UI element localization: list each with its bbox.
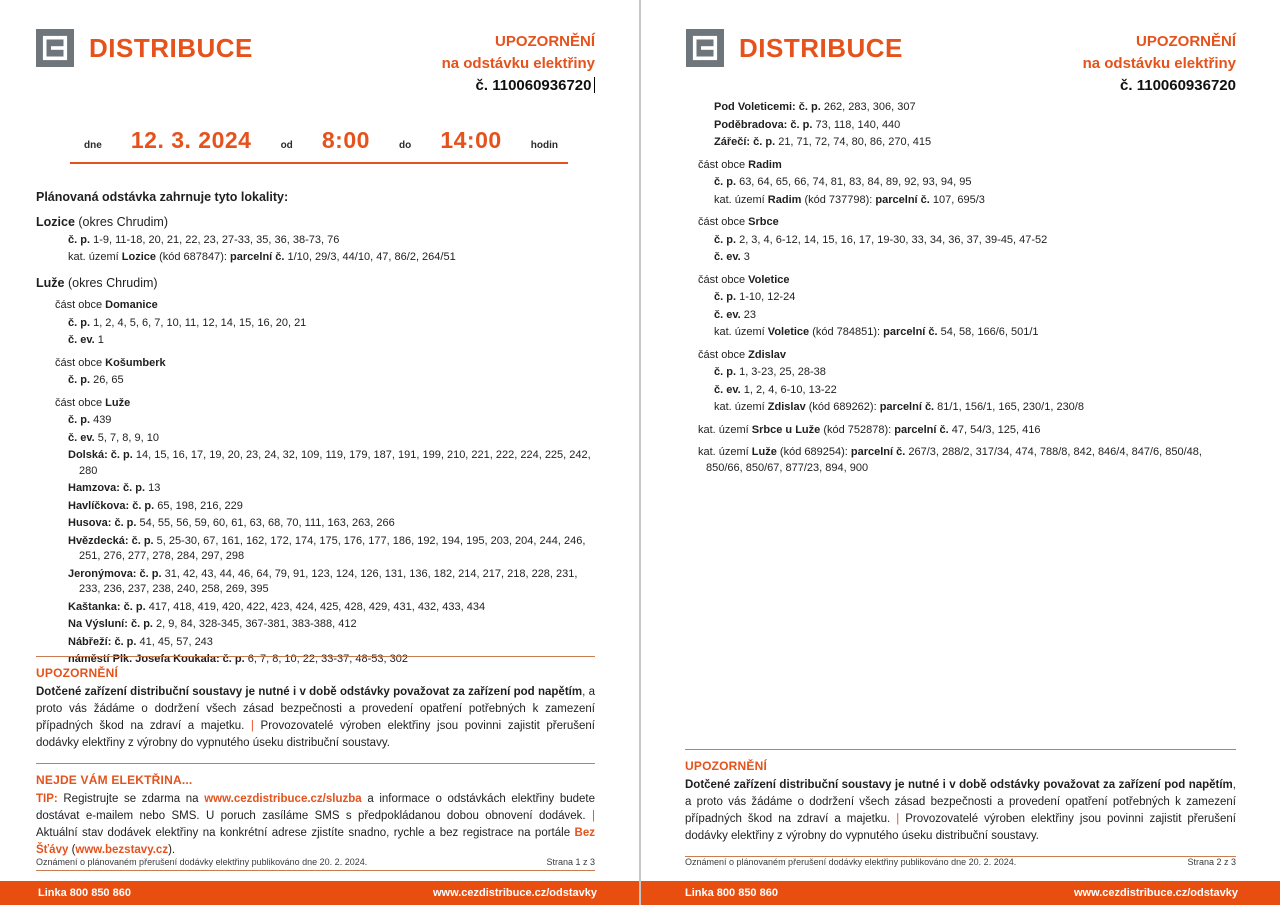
text-segment: 31, 42, 43, 44, 46, 64, 79, 91, 123, 124, 126, 131, 136, 182, 214, 217, 218, 228, 231, 233, 236, 237, 238, 240, 258, 269, 395 <box>79 567 578 595</box>
date-label-dne: dne <box>84 140 102 151</box>
contact-phone: Linka 800 850 860 <box>38 887 131 899</box>
locality-line <box>36 276 593 292</box>
text-segment: ( <box>68 844 76 856</box>
text-segment: část obce <box>698 158 749 171</box>
text-segment: Hamzova: č. p. <box>68 482 146 494</box>
text-segment: Domanice <box>105 299 158 311</box>
locality-line <box>68 481 593 497</box>
section-divider <box>36 870 595 871</box>
text-segment: č. ev. <box>714 383 741 396</box>
date-label-do: do <box>399 140 412 151</box>
locality-line <box>68 250 593 266</box>
locality-line <box>698 423 1234 439</box>
text-segment: Zdislav <box>767 401 806 413</box>
text-segment: , a proto vás žádáme o dodržení všech zásad bezpečnosti a provedení opatření potřebných k zamezení případných škod na zdraví a majetku. <box>36 686 595 732</box>
text-segment: 81/1, 156/1, 165, 230/1, 230/8 <box>934 401 1084 413</box>
locality-line <box>36 215 593 231</box>
text-segment: 54, 55, 56, 59, 60, 61, 63, 68, 70, 111, 163, 263, 266 <box>136 517 395 529</box>
locality-line <box>698 273 1234 289</box>
text-segment: | <box>250 720 254 732</box>
bottom-sections-page1 <box>36 656 595 871</box>
text-segment: Nábřeží: č. p. <box>68 635 137 648</box>
link-bezstavy-url[interactable]: www.bezstavy.cz <box>75 844 169 856</box>
document-page-1 <box>0 0 639 905</box>
text-segment: č. ev. <box>714 308 741 321</box>
locality-list-page1 <box>0 215 593 668</box>
text-segment: Lozice <box>36 215 75 229</box>
text-segment: 3 <box>740 251 750 263</box>
text-segment: Husova: č. p. <box>68 517 137 529</box>
locality-line <box>714 250 1234 266</box>
locality-line <box>714 135 1234 151</box>
text-segment: Voletice <box>767 326 810 338</box>
text-segment: parcelní č. <box>230 251 285 263</box>
text-segment: | <box>896 813 900 825</box>
document-page-2 <box>641 0 1280 905</box>
header <box>36 29 253 67</box>
text-segment: část obce <box>55 396 106 409</box>
notice-subtitle: na odstávku elektřiny <box>1082 55 1236 72</box>
locality-line <box>714 175 1234 191</box>
text-segment: parcelní č. <box>850 446 906 458</box>
footer-note: Oznámení o plánovaném přerušení dodávky elektřiny publikováno dne 20. 2. 2024. <box>685 857 1017 867</box>
text-segment: 26, 65 <box>90 374 124 386</box>
locality-line <box>68 516 593 532</box>
text-segment: 23 <box>740 308 757 321</box>
text-segment: Jeronýmova: č. p. <box>68 567 162 580</box>
locality-line <box>68 600 593 616</box>
outages-url-link[interactable]: www.cezdistribuce.cz/odstavky <box>1073 887 1238 899</box>
text-segment: Havlíčkova: č. p. <box>68 499 155 512</box>
footer-note: Oznámení o plánovaném přerušení dodávky elektřiny publikováno dne 20. 2. 2024. <box>36 857 368 867</box>
text-segment: 439 <box>90 414 112 426</box>
text-segment: Košumberk <box>105 356 166 369</box>
text-segment: č. ev. <box>68 334 95 346</box>
text-segment: (okres Chrudim) <box>64 275 158 290</box>
text-segment: kat. území <box>714 193 768 206</box>
text-segment: Kaštanka: č. p. <box>68 600 146 613</box>
section-divider <box>36 656 595 657</box>
text-segment: část obce <box>698 216 749 228</box>
text-segment: 63, 64, 65, 66, 74, 81, 83, 84, 89, 92, 93, 94, 95 <box>736 176 972 188</box>
locality-line <box>698 215 1234 231</box>
notice-title: UPOZORNĚNÍ <box>1135 33 1236 50</box>
text-segment: Registrujte se zdarma na <box>57 793 205 805</box>
text-segment: 2, 3, 4, 6-12, 14, 15, 16, 17, 19-30, 33, 34, 36, 37, 39-45, 47-52 <box>736 233 1048 246</box>
locality-line <box>714 233 1234 249</box>
text-segment: č. p. <box>714 176 737 188</box>
text-segment: (okres Chrudim) <box>74 215 168 229</box>
page-footer <box>685 857 1236 867</box>
locality-line <box>698 445 1234 476</box>
text-segment: parcelní č. <box>883 326 938 338</box>
locality-list-page2 <box>641 100 1234 476</box>
text-segment: 1 <box>94 334 104 346</box>
text-segment: 1-10, 12-24 <box>736 291 796 303</box>
text-segment: , a proto vás žádáme o dodržení všech zásad bezpečnosti a provedení opatření potřebných k zamezení případných škod na zdraví a majetku. <box>685 779 1236 825</box>
outage-time-from: 8:00 <box>321 127 370 153</box>
text-segment: Dolská: č. p. <box>68 449 133 461</box>
text-segment: kat. území <box>68 251 122 263</box>
text-segment: č. ev. <box>714 251 741 263</box>
text-segment: část obce <box>55 356 106 369</box>
text-segment: | <box>592 810 595 822</box>
text-segment: Zářečí: č. p. <box>714 136 776 148</box>
text-segment: 1, 3-23, 25, 28-38 <box>736 366 826 378</box>
text-segment: 267/3, 288/2, 317/34, 474, 788/8, 842, 846/4, 847/6, 850/48, 850/66, 850/67, 877/23, 894, 900 <box>706 446 1202 474</box>
text-segment: Luže <box>36 275 65 290</box>
outages-url-link[interactable]: www.cezdistribuce.cz/odstavky <box>432 887 597 899</box>
locality-line <box>68 534 593 565</box>
locality-line <box>68 635 593 651</box>
locality-line <box>714 100 1234 116</box>
text-segment: Radim <box>767 193 802 206</box>
locality-line <box>68 617 593 633</box>
localities-intro: Plánovaná odstávka zahrnuje tyto lokality: <box>36 190 289 204</box>
text-segment: Poděbradova: č. p. <box>714 118 813 131</box>
text-segment: 73, 118, 140, 440 <box>812 118 901 131</box>
locality-line <box>55 356 593 372</box>
locality-line <box>68 431 593 447</box>
text-segment: 13 <box>145 482 161 494</box>
text-cursor <box>594 77 596 93</box>
locality-line <box>55 396 593 412</box>
bottom-bar <box>641 881 1280 905</box>
text-segment: (kód 689254): <box>776 446 851 458</box>
outage-time-to: 14:00 <box>440 127 502 153</box>
text-segment: č. p. <box>68 414 91 426</box>
link-bez-stavy[interactable]: Bez Šťávy <box>36 827 595 856</box>
locality-line <box>714 325 1234 341</box>
section-divider <box>36 763 595 764</box>
locality-line <box>714 383 1234 399</box>
locality-line <box>714 308 1234 324</box>
text-segment: Zdislav <box>748 348 787 361</box>
notice-number: č. 110060936720 <box>1120 77 1236 94</box>
text-segment: Dotčené zařízení distribuční soustavy je nutné i v době odstávky považovat za zařízení pod napětím <box>36 686 583 698</box>
text-segment: Luže <box>105 396 131 409</box>
notice-header <box>1083 31 1236 97</box>
text-segment: (kód 784851): <box>809 326 884 338</box>
text-segment: č. ev. <box>68 431 95 444</box>
text-segment: Dotčené zařízení distribuční soustavy je nutné i v době odstávky považovat za zařízení pod napětím <box>685 779 1233 791</box>
text-segment: 1, 2, 4, 5, 6, 7, 10, 11, 12, 14, 15, 16, 20, 21 <box>90 316 307 329</box>
text-segment: parcelní č. <box>894 423 949 436</box>
power-out-paragraph <box>36 791 595 859</box>
locality-line <box>698 158 1234 174</box>
bottom-sections-page2 <box>685 749 1236 857</box>
power-out-heading: NEJDE VÁM ELEKTŘINA... <box>36 773 193 787</box>
locality-line <box>68 448 593 479</box>
text-segment: parcelní č. <box>879 401 935 413</box>
text-segment: část obce <box>698 348 749 361</box>
notice-number: č. 110060936720 <box>475 77 592 94</box>
text-segment: 5, 7, 8, 9, 10 <box>94 431 159 444</box>
text-segment: 41, 45, 57, 243 <box>136 635 213 648</box>
locality-line <box>68 316 593 332</box>
locality-line <box>68 333 593 349</box>
text-segment: náměstí Plk. Josefa Koukala: č. p. <box>68 653 245 665</box>
text-segment: č. p. <box>714 291 737 303</box>
page-number: Strana 2 z 3 <box>1187 857 1236 867</box>
warning-heading: UPOZORNĚNÍ <box>685 759 768 773</box>
text-segment: Aktuální stav dodávek elektřiny na konkrétní adrese zjistíte snadno, rychle a bez registrace na portále <box>36 827 575 839</box>
text-segment: Radim <box>748 158 782 171</box>
text-segment: část obce <box>698 273 749 286</box>
text-segment: 2, 9, 84, 328-345, 367-381, 383-388, 412 <box>152 618 357 630</box>
text-segment: č. p. <box>714 233 737 246</box>
text-segment: (kód 752878): <box>820 423 895 436</box>
text-segment: Voletice <box>748 273 790 286</box>
locality-line <box>714 365 1234 381</box>
bottom-bar <box>0 881 639 905</box>
warning-heading: UPOZORNĚNÍ <box>36 666 119 680</box>
text-segment: Na Výsluní: č. p. <box>68 618 153 630</box>
locality-line <box>714 193 1234 209</box>
locality-line <box>55 298 593 314</box>
text-segment: 47, 54/3, 125, 416 <box>948 423 1041 436</box>
date-label-od: od <box>280 140 293 151</box>
text-segment: č. p. <box>68 233 91 246</box>
locality-line <box>714 400 1234 416</box>
contact-phone: Linka 800 850 860 <box>685 887 778 899</box>
text-segment: (kód 737798): <box>801 193 876 206</box>
header <box>686 29 903 67</box>
cez-logo-icon <box>686 29 724 67</box>
text-segment: 1/10, 29/3, 44/10, 47, 86/2, 264/51 <box>284 251 456 263</box>
text-segment: kat. území <box>698 446 752 458</box>
text-segment: 14, 15, 16, 17, 19, 20, 23, 24, 32, 109, 119, 179, 187, 191, 199, 210, 221, 222, 224, 225, 242, 280 <box>79 449 591 477</box>
notice-header <box>442 31 595 97</box>
text-segment: 6, 7, 8, 10, 22, 33-37, 48-53, 302 <box>244 653 408 665</box>
text-segment: Lozice <box>121 251 157 263</box>
locality-line <box>68 413 593 429</box>
text-segment: č. p. <box>68 374 91 386</box>
text-segment: č. p. <box>68 316 91 329</box>
locality-line <box>68 499 593 515</box>
text-segment: 5, 25-30, 67, 161, 162, 172, 174, 175, 176, 177, 186, 192, 194, 195, 203, 204, 244, 246, 251, 276, 277, 278, 284, 297, 298 <box>79 534 586 562</box>
text-segment: Provozovatelé výroben elektřiny jsou povinni zajistit přerušení dodávky elektřiny z výrobny do vypnutého úseku distribuční soustavy. <box>685 813 1236 842</box>
text-segment: 107, 695/3 <box>929 193 985 206</box>
warning-paragraph <box>36 684 595 752</box>
locality-line <box>698 348 1234 364</box>
text-segment: TIP: <box>36 793 58 805</box>
text-segment: kat. území <box>714 326 768 338</box>
text-segment: 262, 283, 306, 307 <box>820 101 916 113</box>
section-divider <box>685 749 1236 750</box>
text-segment: Provozovatelé výroben elektřiny jsou povinni zajistit přerušení dodávky elektřiny z výrobny do vypnutého úseku distribuční soustavy. <box>36 720 595 749</box>
text-segment: 54, 58, 166/6, 501/1 <box>937 326 1039 338</box>
locality-line <box>68 373 593 389</box>
warning-paragraph <box>685 777 1236 845</box>
text-segment: 65, 198, 216, 229 <box>154 499 243 512</box>
brand-wordmark: DISTRIBUCE <box>89 33 253 63</box>
link-cezdistribuce-sluzba[interactable]: www.cezdistribuce.cz/sluzba <box>204 793 362 805</box>
cez-logo-icon <box>36 29 74 67</box>
page-footer <box>36 857 595 867</box>
text-segment: 1, 2, 4, 6-10, 13-22 <box>740 383 837 396</box>
text-segment: parcelní č. <box>875 193 930 206</box>
text-segment: a informace o odstávkách elektřiny budete dostávat e-mailem nebo SMS. U poruch zasíláme SMS s předpokládanou dobou obnovení dodávek. <box>36 793 596 822</box>
text-segment: Luže <box>751 446 777 458</box>
locality-line <box>714 290 1234 306</box>
locality-line <box>68 567 593 598</box>
locality-line <box>68 233 593 249</box>
text-segment: kat. území <box>698 423 752 436</box>
text-segment: Hvězdecká: č. p. <box>68 534 154 547</box>
brand-wordmark: DISTRIBUCE <box>739 33 903 63</box>
outage-date: 12. 3. 2024 <box>130 127 252 153</box>
text-segment: 1-9, 11-18, 20, 21, 22, 23, 27-33, 35, 36, 38-73, 76 <box>90 233 340 246</box>
outage-date-row <box>70 127 568 164</box>
text-segment: Srbce u Luže <box>751 423 821 436</box>
text-segment: 21, 71, 72, 74, 80, 86, 270, 415 <box>775 136 932 148</box>
text-segment: 417, 418, 419, 420, 422, 423, 424, 425, 428, 429, 431, 432, 433, 434 <box>145 600 486 613</box>
page-divider <box>639 0 641 905</box>
notice-subtitle: na odstávku elektřiny <box>441 55 595 72</box>
text-segment: Pod Voleticemi: č. p. <box>714 101 821 113</box>
page-number: Strana 1 z 3 <box>546 857 595 867</box>
notice-title: UPOZORNĚNÍ <box>494 33 595 50</box>
text-segment: ). <box>168 844 176 856</box>
text-segment: (kód 689262): <box>805 401 880 413</box>
text-segment: kat. území <box>714 401 768 413</box>
text-segment: (kód 687847): <box>156 251 231 263</box>
text-segment: Srbce <box>748 216 779 228</box>
date-label-hodin: hodin <box>530 140 558 151</box>
text-segment: č. p. <box>714 366 737 378</box>
locality-line <box>714 118 1234 134</box>
text-segment: část obce <box>55 299 106 311</box>
